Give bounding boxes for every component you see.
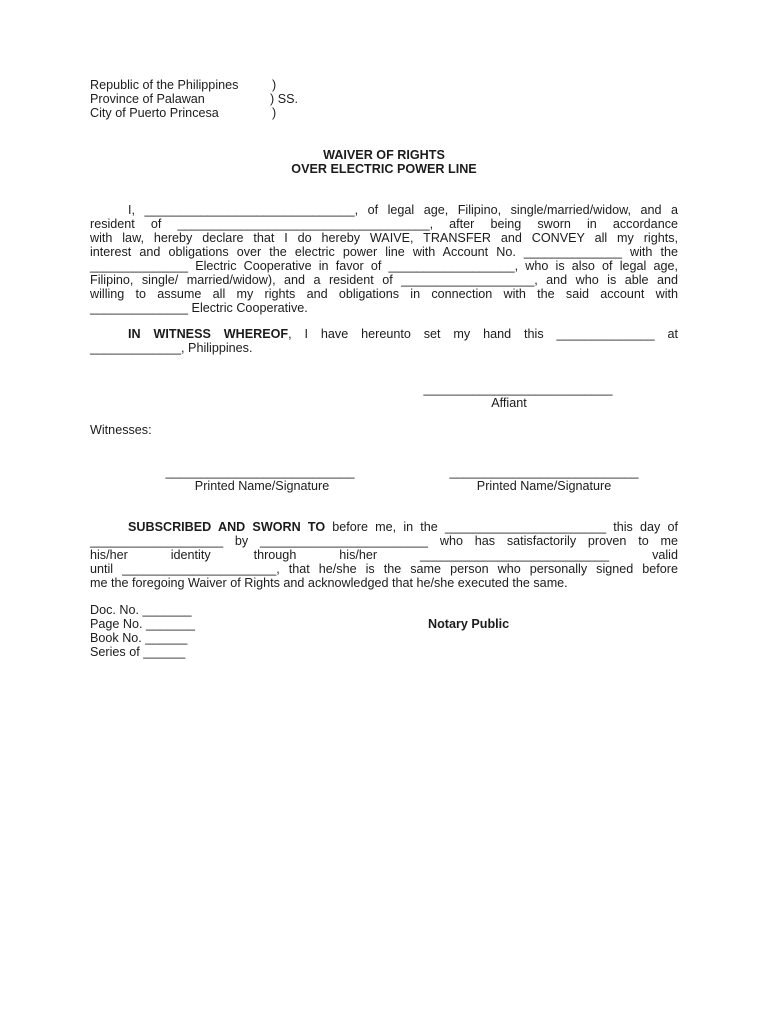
witness-clause (128, 327, 678, 341)
jurat-bold: SUBSCRIBED AND SWORN TO (128, 520, 326, 534)
affiant-label: Affiant (491, 396, 527, 410)
witness-clause-place: _____________, Philippines. (90, 341, 253, 355)
venue-paren-3: ) (272, 106, 277, 120)
witnesses-heading: Witnesses: (90, 423, 152, 437)
venue-paren-1: ) (272, 78, 277, 92)
body-line: I, ______________________________, of legal age, Filipino, single/married/widow, and a (128, 203, 678, 217)
body-line: with law, hereby declare that I do hereby WAIVE, TRANSFER and CONVEY all my rights, (90, 231, 678, 245)
witness-clause-text: , I have hereunto set my hand this ______________ at (288, 327, 678, 341)
jurat-line-last: me the foregoing Waiver of Rights and acknowledged that he/she executed the same. (90, 576, 568, 590)
body-line: willing to assume all my rights and obligations in connection with the said account with (90, 287, 678, 301)
affiant-signature-line: ___________________________ (423, 382, 613, 396)
body-line: ______________ Electric Cooperative in favor of __________________, who is also of legal age, (90, 259, 678, 273)
venue-ss: ) SS. (270, 92, 298, 106)
witness-right-label: Printed Name/Signature (476, 479, 612, 493)
title-line-1: WAIVER OF RIGHTS (323, 148, 445, 162)
body-line: Filipino, single/ married/widow), and a resident of ___________________, and who is able and (90, 273, 678, 287)
title-line-2: OVER ELECTRIC POWER LINE (291, 162, 477, 176)
venue-republic: Republic of the Philippines (90, 78, 239, 92)
jurat-line: until ______________________, that he/she is the same person who personally signed before (90, 562, 678, 576)
body-line: interest and obligations over the electric power line with Account No. ______________ with the (90, 245, 678, 259)
witness-left-label: Printed Name/Signature (194, 479, 330, 493)
venue-city: City of Puerto Princesa (90, 106, 219, 120)
venue-province: Province of Palawan (90, 92, 205, 106)
notary-public-label: Notary Public (428, 617, 510, 631)
witness-clause-bold: IN WITNESS WHEREOF (128, 327, 289, 341)
jurat-line: ___________________ by ________________________ who has satisfactorily proven to me (90, 534, 678, 548)
jurat-line: his/her identity through his/her ___________________________ valid (90, 548, 678, 562)
body-line: resident of ____________________________________, after being sworn in accordance (90, 217, 678, 231)
doc-number: Doc. No. _______ (90, 603, 192, 617)
jurat-text: before me, in the _______________________ this day of (325, 520, 678, 534)
body-line-last: ______________ Electric Cooperative. (90, 301, 308, 315)
book-number: Book No. ______ (90, 631, 188, 645)
jurat-line (128, 520, 678, 534)
page-number: Page No. _______ (90, 617, 196, 631)
witness-right-signature-line: ___________________________ (449, 465, 639, 479)
witness-left-signature-line: ___________________________ (165, 465, 355, 479)
series-of: Series of ______ (90, 645, 186, 659)
